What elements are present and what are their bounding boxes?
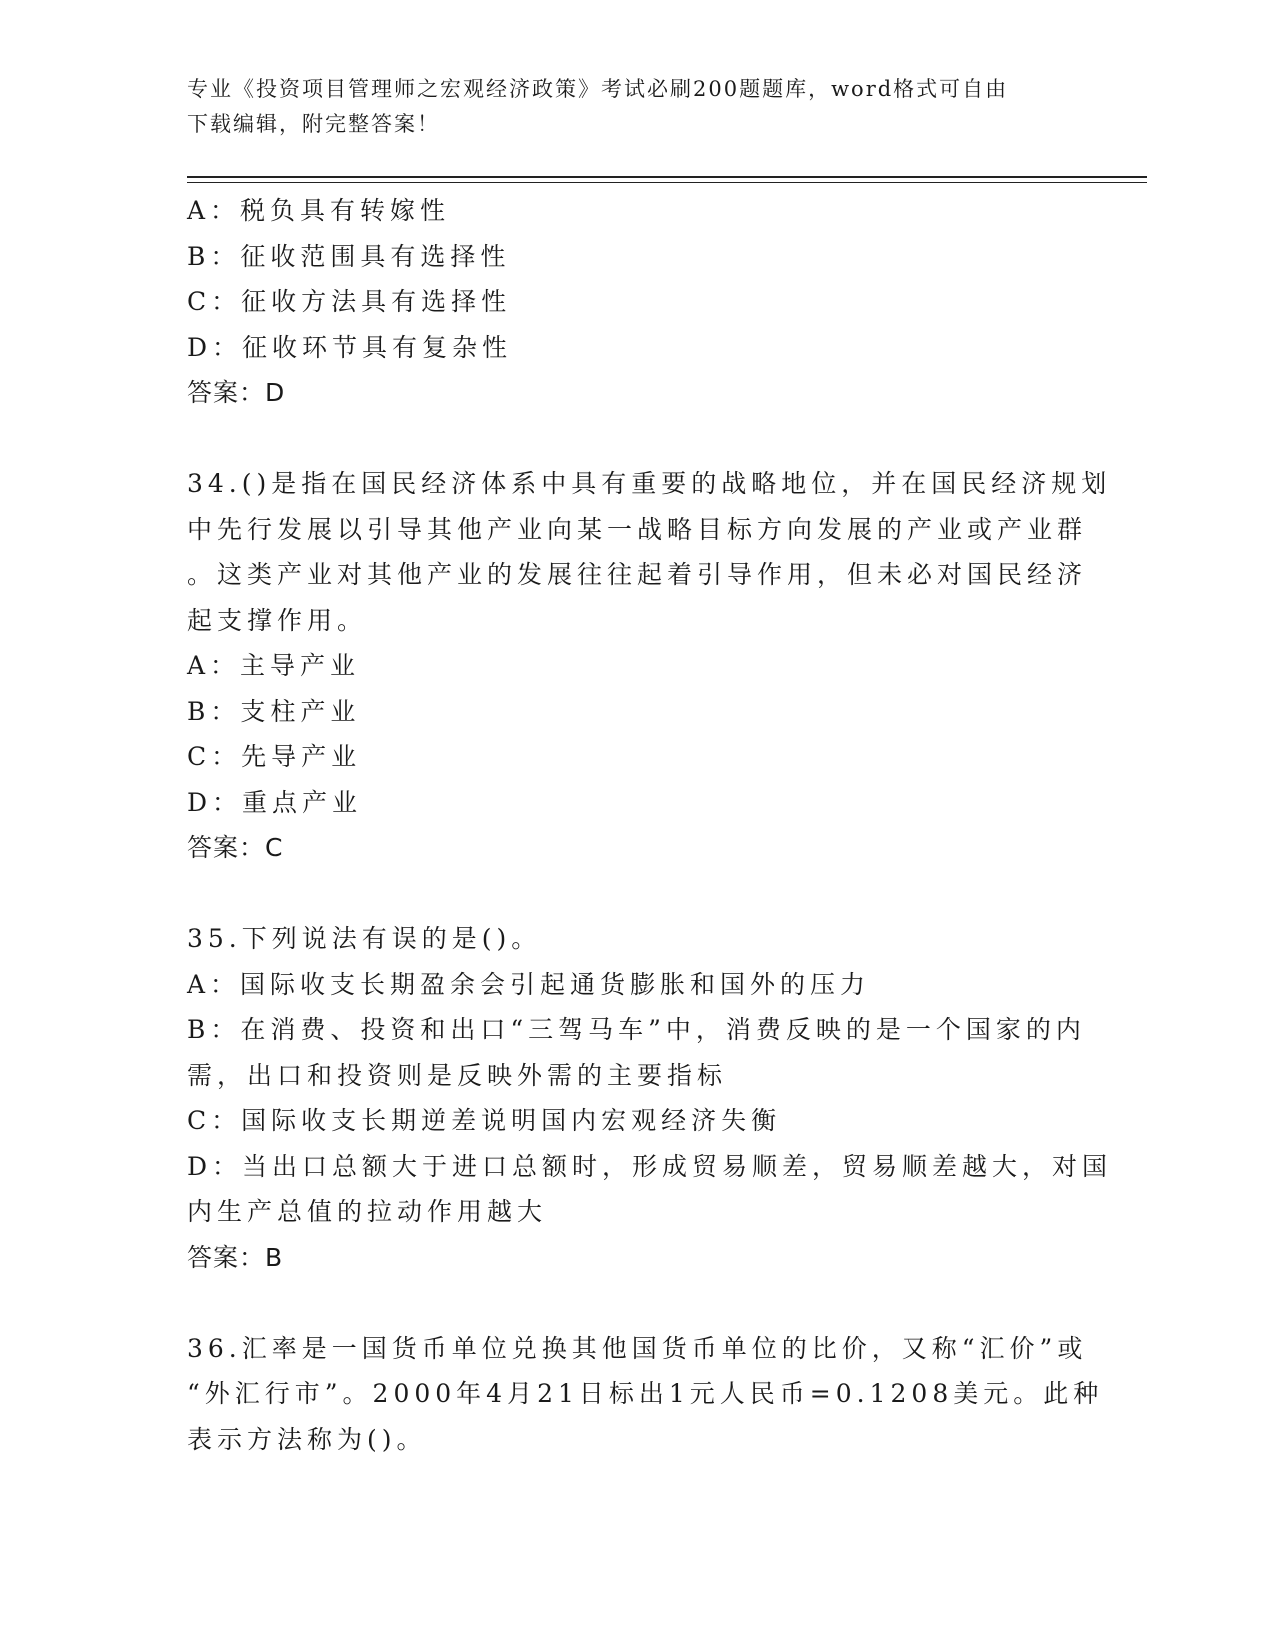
- q34-option-d: D：重点产业: [187, 787, 363, 817]
- document-header: [187, 72, 1067, 142]
- q34-option-c: C：先导产业: [187, 742, 362, 771]
- q34-answer: 答案：C: [187, 833, 284, 862]
- q35-option-c: C：国际收支长期逆差说明国内宏观经济失衡: [187, 1106, 782, 1135]
- q36-stem-line-1: 36.汇率是一国货币单位兑换其他国货币单位的比价，又称“汇价”或: [187, 1333, 1088, 1363]
- q33-option-a: A：税负具有转嫁性: [187, 196, 451, 225]
- header-line-2: 下载编辑，附完整答案！: [187, 112, 440, 136]
- q34-stem-line-4: 起支撑作用。: [187, 605, 368, 635]
- q36-stem-line-2: “外汇行市”。2000年4月21日标出1元人民币=0.1208美元。此种: [187, 1379, 1104, 1408]
- q35-answer: 答案：B: [187, 1242, 284, 1272]
- q34-option-b: B：支柱产业: [187, 696, 361, 726]
- q36-stem-line-3: 表示方法称为()。: [187, 1424, 427, 1454]
- q34-stem-line-1: 34.()是指在国民经济体系中具有重要的战略地位，并在国民经济规划: [187, 469, 1112, 498]
- q33-option-b: B：征收范围具有选择性: [187, 241, 511, 271]
- q35-option-d-line-1: D：当出口总额大于进口总额时，形成贸易顺差，贸易顺差越大，对国: [187, 1151, 1113, 1181]
- q33-option-c: C：征收方法具有选择性: [187, 287, 512, 316]
- q35-option-b-line-2: 需，出口和投资则是反映外需的主要指标: [187, 1060, 728, 1090]
- q35-stem-line-1: 35.下列说法有误的是()。: [187, 924, 542, 953]
- header-rule-thick: [187, 176, 1147, 178]
- q34-stem-line-3: 。这类产业对其他产业的发展往往起着引导作用，但未必对国民经济: [187, 560, 1088, 589]
- spacer: [187, 871, 1067, 917]
- question-content: [187, 188, 1113, 1462]
- q34-stem-line-2: 中先行发展以引导其他产业向某一战略目标方向发展的产业或产业群: [187, 514, 1088, 544]
- header-rule-thin: [187, 182, 1147, 183]
- q34-option-a: A：主导产业: [187, 651, 361, 680]
- q35-option-a: A：国际收支长期盈余会引起通货膨胀和国外的压力: [187, 969, 871, 999]
- q33-answer: 答案：D: [187, 378, 286, 407]
- q33-option-d: D：征收环节具有复杂性: [187, 332, 513, 362]
- q35-option-d-line-2: 内生产总值的拉动作用越大: [187, 1197, 548, 1226]
- header-line-1: 专业《投资项目管理师之宏观经济政策》考试必刷200题题库，word格式可自由: [187, 77, 1009, 101]
- spacer: [187, 1280, 1067, 1326]
- spacer: [187, 416, 1067, 462]
- q35-option-b-line-1: B：在消费、投资和出口“三驾马车”中，消费反映的是一个国家的内: [187, 1015, 1086, 1044]
